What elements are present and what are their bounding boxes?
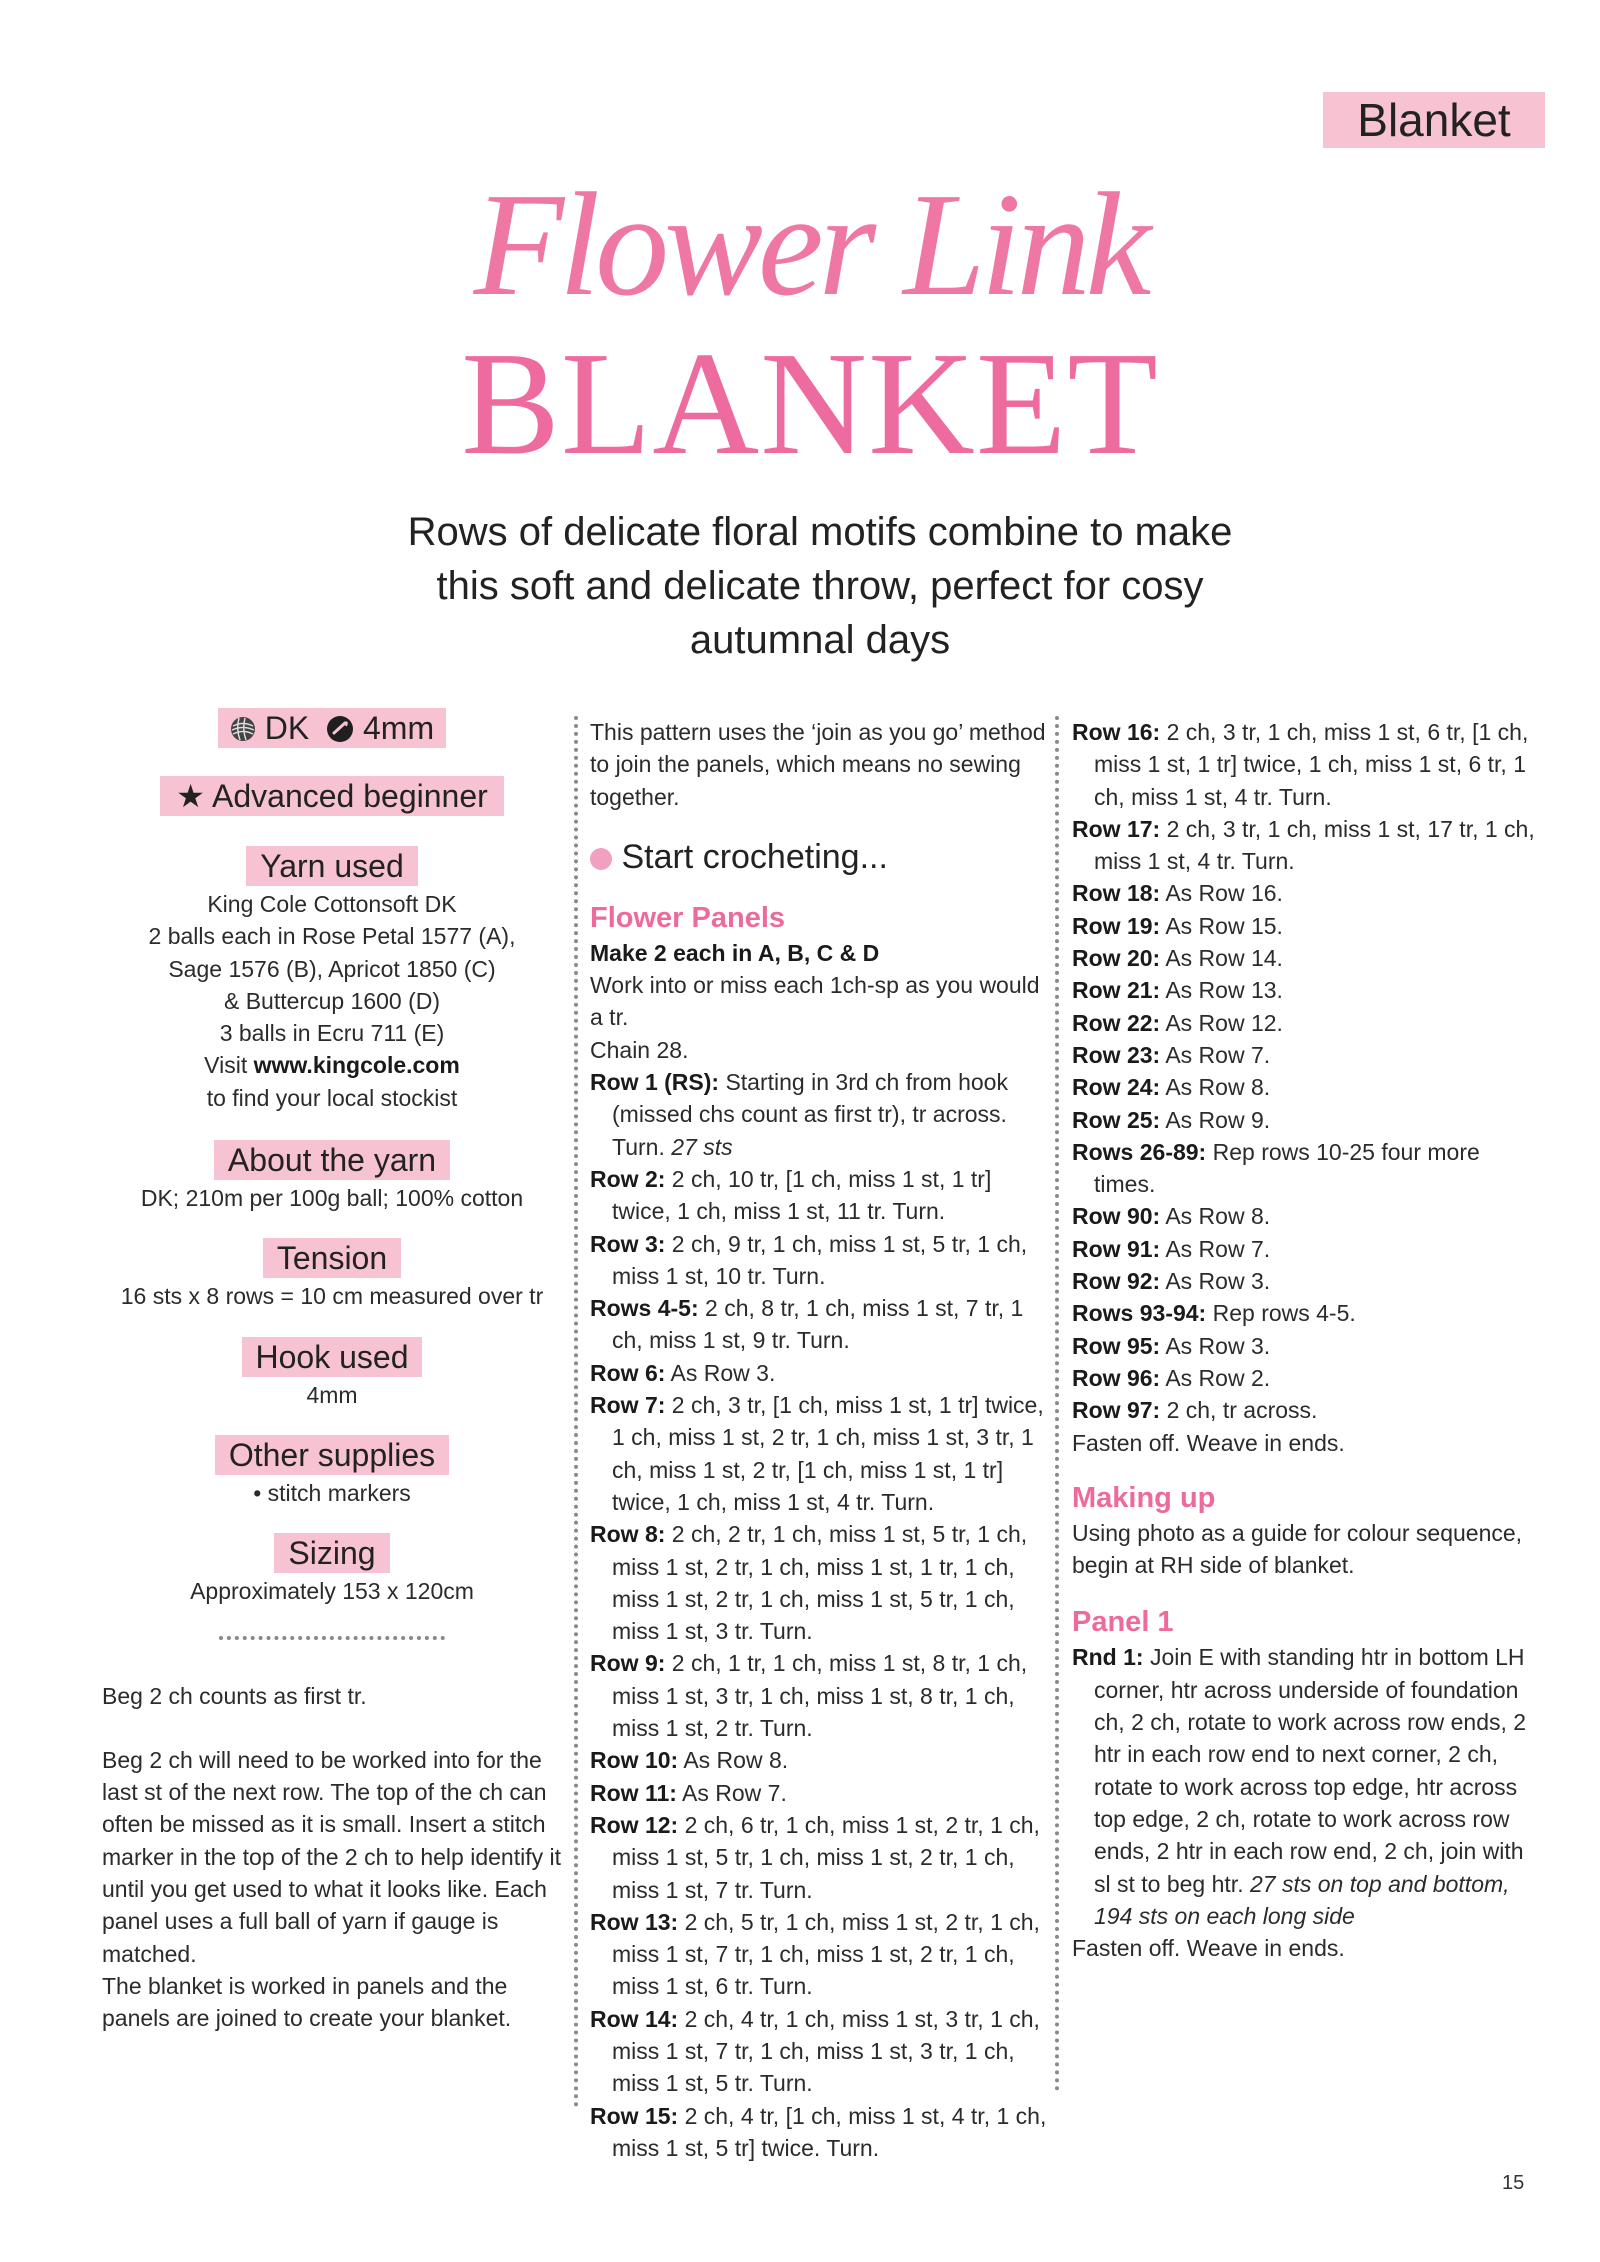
fasten-off-line: Fasten off. Weave in ends. [1072, 1429, 1345, 1456]
pattern-note: Work into or miss each 1ch-sp as you would a tr. [590, 972, 1040, 1031]
start-crocheting-heading [590, 835, 1050, 879]
row-label: Row 24: [1072, 1074, 1161, 1101]
row-text: 2 ch, 5 tr, 1 ch, miss 1 st, 2 tr, 1 ch, miss 1 st, 7 tr, 1 ch, miss 1 st, 2 tr, 1 ch, miss 1 st, 6 tr. Turn. [612, 1908, 1040, 2000]
row-label: Row 23: [1072, 1041, 1161, 1068]
row-instruction [1072, 1362, 1542, 1394]
row-label: Row 22: [1072, 1009, 1161, 1036]
row-label: Row 91: [1072, 1235, 1161, 1262]
row-text: As Row 8. [1165, 1074, 1271, 1101]
row-label: Row 10: [590, 1747, 679, 1774]
row-text: 2 ch, 8 tr, 1 ch, miss 1 st, 7 tr, 1 ch, miss 1 st, 9 tr. Turn. [612, 1295, 1024, 1354]
row-text: Rep rows 10-25 four more times. [1094, 1138, 1480, 1198]
standfirst-line: this soft and delicate throw, perfect for cosy [436, 564, 1204, 608]
flower-panels-heading: Flower Panels [590, 901, 786, 934]
other-supplies-heading: Other supplies [215, 1435, 449, 1475]
dotted-divider [219, 1636, 445, 1640]
round-instruction [1072, 1641, 1542, 1932]
row-label: Row 2: [590, 1165, 666, 1192]
row-label: Row 96: [1072, 1364, 1161, 1391]
row-text: 2 ch, 3 tr, 1 ch, miss 1 st, 6 tr, [1 ch, miss 1 st, 1 tr] twice, 1 ch, miss 1 st, 6 tr, 1 ch, miss 1 st, 4 tr. Turn. [1094, 719, 1529, 810]
row-instruction [1072, 1071, 1542, 1103]
page-number: 15 [1502, 2172, 1525, 2194]
row-label: Row 95: [1072, 1332, 1161, 1359]
yarn-line: King Cole Cottonsoft DK [207, 891, 457, 917]
row-text: 2 ch, 1 tr, 1 ch, miss 1 st, 8 tr, 1 ch, miss 1 st, 3 tr, 1 ch, miss 1 st, 8 tr, 1 ch, miss 1 st, 2 tr. Turn. [612, 1650, 1028, 1742]
skill-level: Advanced beginner [212, 778, 488, 814]
yarn-line: Sage 1576 (B), Apricot 1850 (C) [168, 955, 496, 982]
row-label: Row 7: [590, 1392, 666, 1419]
row-label: Row 15: [590, 2102, 679, 2129]
row-instruction [590, 1809, 1050, 1906]
row-text: As Row 7. [1165, 1041, 1271, 1068]
about-yarn-text: DK; 210m per 100g ball; 100% cotton [140, 1185, 524, 1212]
row-text: 2 ch, 3 tr, 1 ch, miss 1 st, 17 tr, 1 ch, miss 1 st, 4 tr. Turn. [1094, 815, 1535, 875]
fasten-off-line: Fasten off. Weave in ends. [1072, 1935, 1345, 1962]
row-label: Row 16: [1072, 719, 1161, 745]
row-instruction [590, 1066, 1050, 1163]
row-text: As Row 2. [1165, 1364, 1271, 1391]
row-text: As Row 14. [1165, 945, 1283, 972]
yarn-ball-icon [590, 848, 612, 870]
row-text: As Row 13. [1165, 977, 1283, 1004]
row-label: Row 11: [590, 1779, 677, 1806]
panel-1-heading: Panel 1 [1072, 1606, 1174, 1639]
pattern-column-1 [590, 716, 1050, 2164]
round-label: Rnd 1: [1072, 1644, 1144, 1671]
row-instruction [590, 2100, 1050, 2165]
standfirst-line: autumnal days [689, 618, 951, 662]
row-instruction [590, 1906, 1050, 2003]
row-text: 2 ch, 3 tr, [1 ch, miss 1 st, 1 tr] twice, 1 ch, miss 1 st, 2 tr, 1 ch, miss 1 st, 3 tr, 1 ch, miss 1 st, 2 tr, [1 ch, miss 1 st, 1 tr] twice, 1 ch, miss 1 st, 4 tr. Turn. [612, 1392, 1044, 1515]
row-instruction [1072, 1136, 1542, 1201]
row-instruction [590, 1292, 1050, 1357]
row-text: As Row 3. [670, 1359, 776, 1386]
notes [102, 1680, 562, 2035]
start-crocheting-label: Start crocheting... [621, 837, 888, 876]
row-label: Row 92: [1072, 1268, 1161, 1295]
row-instruction [1072, 1200, 1542, 1232]
row-label: Row 20: [1072, 945, 1161, 972]
pattern-note: Chain 28. [590, 1036, 689, 1063]
row-text: As Row 12. [1165, 1009, 1283, 1036]
specs-badge [218, 708, 446, 748]
row-instruction [1072, 1233, 1542, 1265]
title-line-2: BLANKET [461, 322, 1159, 486]
row-label: Row 90: [1072, 1203, 1161, 1230]
row-instruction [590, 1228, 1050, 1293]
row-label: Row 12: [590, 1811, 679, 1838]
row-label: Row 18: [1072, 880, 1161, 907]
row-instruction [1072, 1394, 1542, 1426]
hook-used-text: 4mm [306, 1381, 358, 1408]
row-text: 2 ch, 10 tr, [1 ch, miss 1 st, 1 tr] twice, 1 ch, miss 1 st, 11 tr. Turn. [612, 1165, 992, 1225]
row-instruction [1072, 813, 1542, 878]
column-divider [574, 716, 578, 2108]
section-tag: Blanket [1323, 92, 1545, 148]
row-label: Row 19: [1072, 912, 1161, 939]
row-instruction [590, 1357, 1050, 1389]
row-text: 2 ch, tr across. [1166, 1397, 1318, 1424]
row-instruction [1072, 910, 1542, 942]
stockist-line: to find your local stockist [206, 1084, 458, 1111]
row-instruction [590, 1777, 1050, 1809]
hook-size: 4mm [363, 710, 435, 746]
sizing-heading: Sizing [274, 1533, 389, 1573]
row-text: Rep rows 4-5. [1212, 1300, 1356, 1327]
making-up-text: Using photo as a guide for colour sequence, begin at RH side of blanket. [1072, 1519, 1523, 1579]
row-label: Row 8: [590, 1521, 666, 1548]
row-list [1072, 716, 1542, 1427]
row-label: Row 97: [1072, 1397, 1161, 1424]
standfirst [300, 505, 1340, 667]
crochet-hook-icon [326, 715, 354, 743]
making-up-heading: Making up [1072, 1481, 1216, 1514]
row-list [590, 1066, 1050, 2164]
row-text: 2 ch, 6 tr, 1 ch, miss 1 st, 2 tr, 1 ch, miss 1 st, 5 tr, 1 ch, miss 1 st, 2 tr, 1 ch, miss 1 st, 7 tr. Turn. [612, 1811, 1040, 1903]
row-instruction [1072, 877, 1542, 909]
row-text: As Row 7. [682, 1779, 787, 1806]
row-label: Rows 26-89: [1072, 1138, 1207, 1165]
about-yarn-heading: About the yarn [214, 1140, 450, 1180]
row-instruction [1072, 942, 1542, 974]
visit-prefix: Visit [204, 1052, 254, 1079]
round-text: Join E with standing htr in bottom LH corner, htr across underside of foundation ch, 2 ch, rotate to work across row ends, 2 htr in each row end to next corner, 2 ch, rotate to work across top edge, htr across top edge, 2 ch, rotate to work across row ends, 2 htr in each row end, 2 ch, join with sl st to beg htr. [1094, 1644, 1527, 1897]
row-text: As Row 3. [1165, 1332, 1271, 1359]
intro-text: This pattern uses the ‘join as you go’ method to join the panels, which means no sewing together. [590, 719, 1046, 810]
yarn-ball-icon [230, 716, 256, 742]
row-instruction [1072, 974, 1542, 1006]
row-instruction [1072, 1330, 1542, 1362]
row-instruction [1072, 1297, 1542, 1329]
materials-column [102, 708, 562, 2035]
sizing-text: Approximately 153 x 120cm [190, 1578, 474, 1605]
row-text: As Row 16. [1165, 880, 1283, 907]
row-label: Row 25: [1072, 1106, 1161, 1133]
row-instruction [1072, 1104, 1542, 1136]
row-label: Row 13: [590, 1908, 679, 1935]
row-instruction [1072, 1007, 1542, 1039]
row-text: 2 ch, 4 tr, 1 ch, miss 1 st, 3 tr, 1 ch, miss 1 st, 7 tr, 1 ch, miss 1 st, 3 tr, 1 ch, miss 1 st, 5 tr. Turn. [612, 2005, 1040, 2097]
row-stitch-count: 27 sts [671, 1133, 733, 1160]
level-badge [160, 776, 504, 816]
note-paragraph: The blanket is worked in panels and the panels are joined to create your blanket. [102, 1972, 512, 2032]
row-text: As Row 8. [1165, 1203, 1271, 1230]
yarn-weight: DK [264, 710, 310, 746]
row-instruction [590, 2003, 1050, 2100]
row-instruction [590, 1518, 1050, 1647]
row-instruction [590, 1647, 1050, 1744]
visit-line [102, 1049, 562, 1081]
row-instruction [1072, 1265, 1542, 1297]
row-text: 2 ch, 2 tr, 1 ch, miss 1 st, 5 tr, 1 ch, miss 1 st, 2 tr, 1 ch, miss 1 st, 1 tr, 1 ch, miss 1 st, 2 tr, 1 ch, miss 1 st, 5 tr, 1 ch, miss 1 st, 3 tr. Turn. [612, 1521, 1028, 1645]
row-label: Row 17: [1072, 815, 1161, 842]
yarn-used-heading: Yarn used [246, 846, 418, 886]
round-stitch-count: 27 sts on top and bottom, 194 sts on each long side [1094, 1870, 1510, 1929]
make-line: Make 2 each in A, B, C & D [590, 939, 880, 966]
row-instruction [590, 1744, 1050, 1776]
column-divider [1055, 716, 1059, 2092]
note-paragraph: Beg 2 ch will need to be worked into for the last st of the next row. The top of the ch can often be missed as it is small. Insert a stitch marker in the top of the 2 ch to help identify it until you get used to what it looks like. Each panel uses a full ball of yarn if gauge is matched. [102, 1746, 561, 1967]
row-label: Rows 4-5: [590, 1295, 699, 1322]
row-text: 2 ch, 4 tr, [1 ch, miss 1 st, 4 tr, 1 ch, miss 1 st, 5 tr] twice. Turn. [612, 2102, 1047, 2161]
yarn-used-block [102, 888, 562, 1114]
row-instruction [1072, 1039, 1542, 1071]
row-label: Row 14: [590, 2005, 679, 2032]
yarn-line: 2 balls each in Rose Petal 1577 (A), [148, 923, 516, 950]
row-label: Row 21: [1072, 977, 1161, 1004]
row-text: As Row 9. [1165, 1106, 1271, 1133]
row-label: Row 9: [590, 1650, 666, 1677]
row-text: As Row 8. [683, 1747, 789, 1774]
title-line-1: Flower Link [473, 163, 1147, 327]
row-text: Starting in 3rd ch from hook (missed chs count as first tr), tr across. Turn. [612, 1069, 1008, 1160]
tension-text: 16 sts x 8 rows = 10 cm measured over tr [120, 1283, 544, 1310]
row-text: As Row 3. [1165, 1268, 1271, 1295]
row-label: Row 3: [590, 1230, 666, 1257]
star-icon: ★ [176, 778, 205, 814]
hook-used-heading: Hook used [242, 1337, 423, 1377]
yarn-line: & Buttercup 1600 (D) [223, 987, 441, 1014]
tension-heading: Tension [263, 1238, 401, 1278]
row-instruction [1072, 716, 1542, 813]
note-paragraph: Beg 2 ch counts as first tr. [102, 1682, 367, 1709]
row-instruction [590, 1389, 1050, 1518]
standfirst-line: Rows of delicate floral motifs combine to make [407, 510, 1233, 554]
website-link[interactable]: www.kingcole.com [253, 1052, 460, 1079]
row-text: As Row 15. [1165, 912, 1283, 939]
row-label: Row 1 (RS): [590, 1069, 720, 1096]
row-label: Rows 93-94: [1072, 1300, 1207, 1327]
row-text: As Row 7. [1165, 1235, 1271, 1262]
row-text: 2 ch, 9 tr, 1 ch, miss 1 st, 5 tr, 1 ch, miss 1 st, 10 tr. Turn. [612, 1230, 1028, 1289]
row-label: Row 6: [590, 1359, 666, 1386]
pattern-column-2 [1072, 716, 1542, 1964]
row-instruction [590, 1163, 1050, 1228]
yarn-line: 3 balls in Ecru 711 (E) [219, 1020, 445, 1047]
other-supplies-text: • stitch markers [253, 1479, 411, 1506]
